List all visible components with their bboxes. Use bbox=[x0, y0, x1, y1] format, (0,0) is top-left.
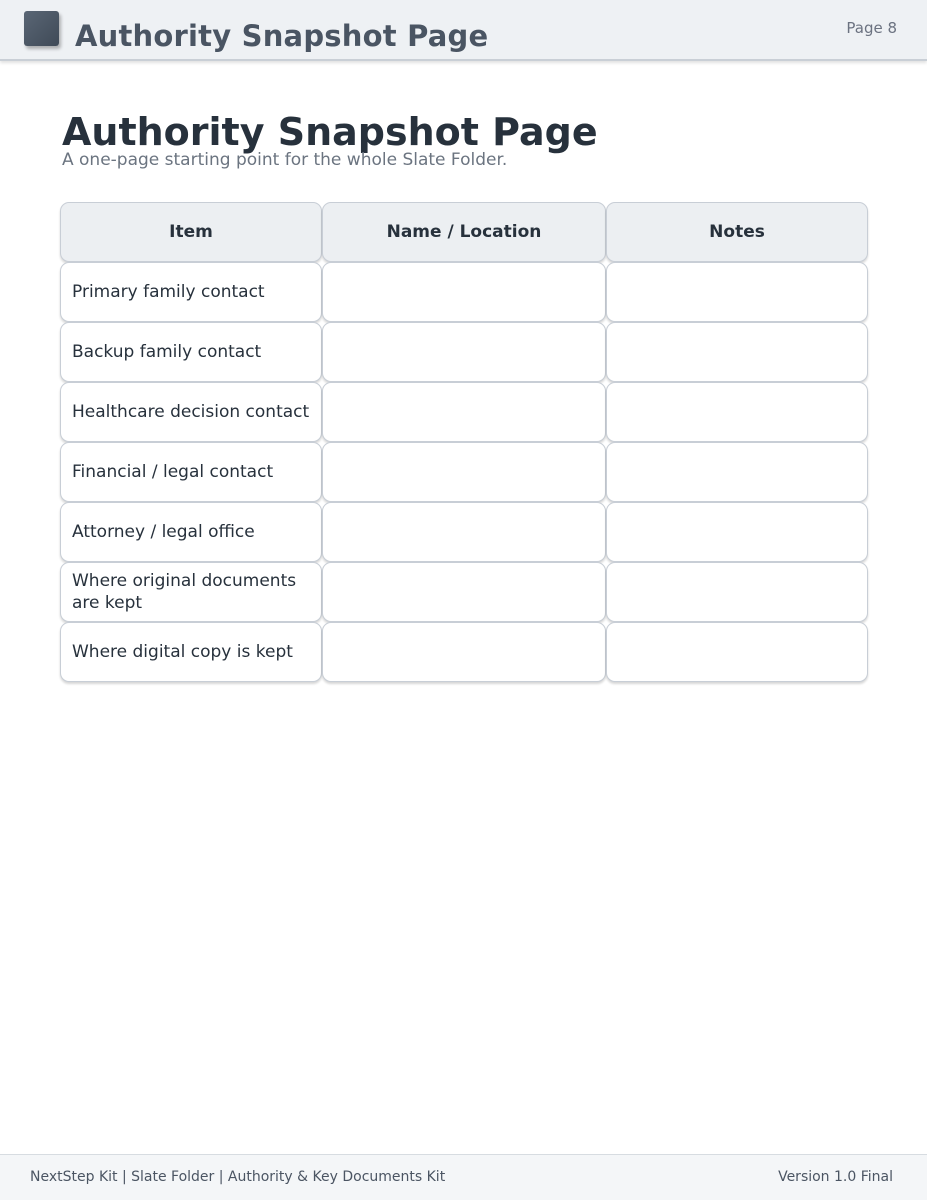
page-header bbox=[0, 0, 927, 61]
name-location-field[interactable] bbox=[322, 382, 606, 442]
name-location-field[interactable] bbox=[322, 442, 606, 502]
notes-field[interactable] bbox=[606, 322, 868, 382]
page-footer bbox=[0, 1154, 927, 1200]
name-location-field[interactable] bbox=[322, 322, 606, 382]
table-row bbox=[60, 622, 868, 682]
header-title: Authority Snapshot Page bbox=[75, 19, 489, 53]
table-row bbox=[60, 502, 868, 562]
item-label: Attorney / legal office bbox=[72, 522, 255, 542]
item-label: Backup family contact bbox=[72, 342, 262, 362]
logo-square-icon bbox=[24, 11, 59, 46]
notes-field[interactable] bbox=[606, 502, 868, 562]
footer-version: Version 1.0 Final bbox=[778, 1169, 893, 1185]
name-location-field[interactable] bbox=[322, 502, 606, 562]
notes-field[interactable] bbox=[606, 442, 868, 502]
item-label: Where original documents are kept bbox=[72, 571, 297, 613]
authority-table bbox=[60, 202, 868, 682]
item-label: Where digital copy is kept bbox=[72, 642, 293, 662]
notes-field[interactable] bbox=[606, 262, 868, 322]
page-number: Page 8 bbox=[846, 19, 897, 37]
column-header-item: Item bbox=[60, 202, 322, 262]
name-location-field[interactable] bbox=[322, 562, 606, 622]
name-location-field[interactable] bbox=[322, 262, 606, 322]
column-header-name-location: Name / Location bbox=[322, 202, 606, 262]
item-cell bbox=[60, 622, 322, 682]
table-row bbox=[60, 322, 868, 382]
notes-field[interactable] bbox=[606, 562, 868, 622]
item-cell bbox=[60, 382, 322, 442]
item-label: Primary family contact bbox=[72, 282, 265, 302]
footer-kit-info: NextStep Kit | Slate Folder | Authority & Key Documents Kit bbox=[30, 1169, 446, 1185]
item-cell bbox=[60, 442, 322, 502]
column-header-notes: Notes bbox=[606, 202, 868, 262]
item-cell bbox=[60, 322, 322, 382]
table-row bbox=[60, 262, 868, 322]
table-row bbox=[60, 562, 868, 622]
table-row bbox=[60, 442, 868, 502]
page-subtitle: A one-page starting point for the whole Slate Folder. bbox=[62, 150, 508, 170]
item-label: Financial / legal contact bbox=[72, 462, 274, 482]
notes-field[interactable] bbox=[606, 622, 868, 682]
notes-field[interactable] bbox=[606, 382, 868, 442]
item-cell bbox=[60, 502, 322, 562]
item-cell bbox=[60, 262, 322, 322]
page-title: Authority Snapshot Page bbox=[62, 110, 598, 154]
table-row bbox=[60, 382, 868, 442]
item-cell bbox=[60, 562, 322, 622]
table-header-row bbox=[60, 202, 868, 262]
item-label: Healthcare decision contact bbox=[72, 402, 310, 422]
name-location-field[interactable] bbox=[322, 622, 606, 682]
